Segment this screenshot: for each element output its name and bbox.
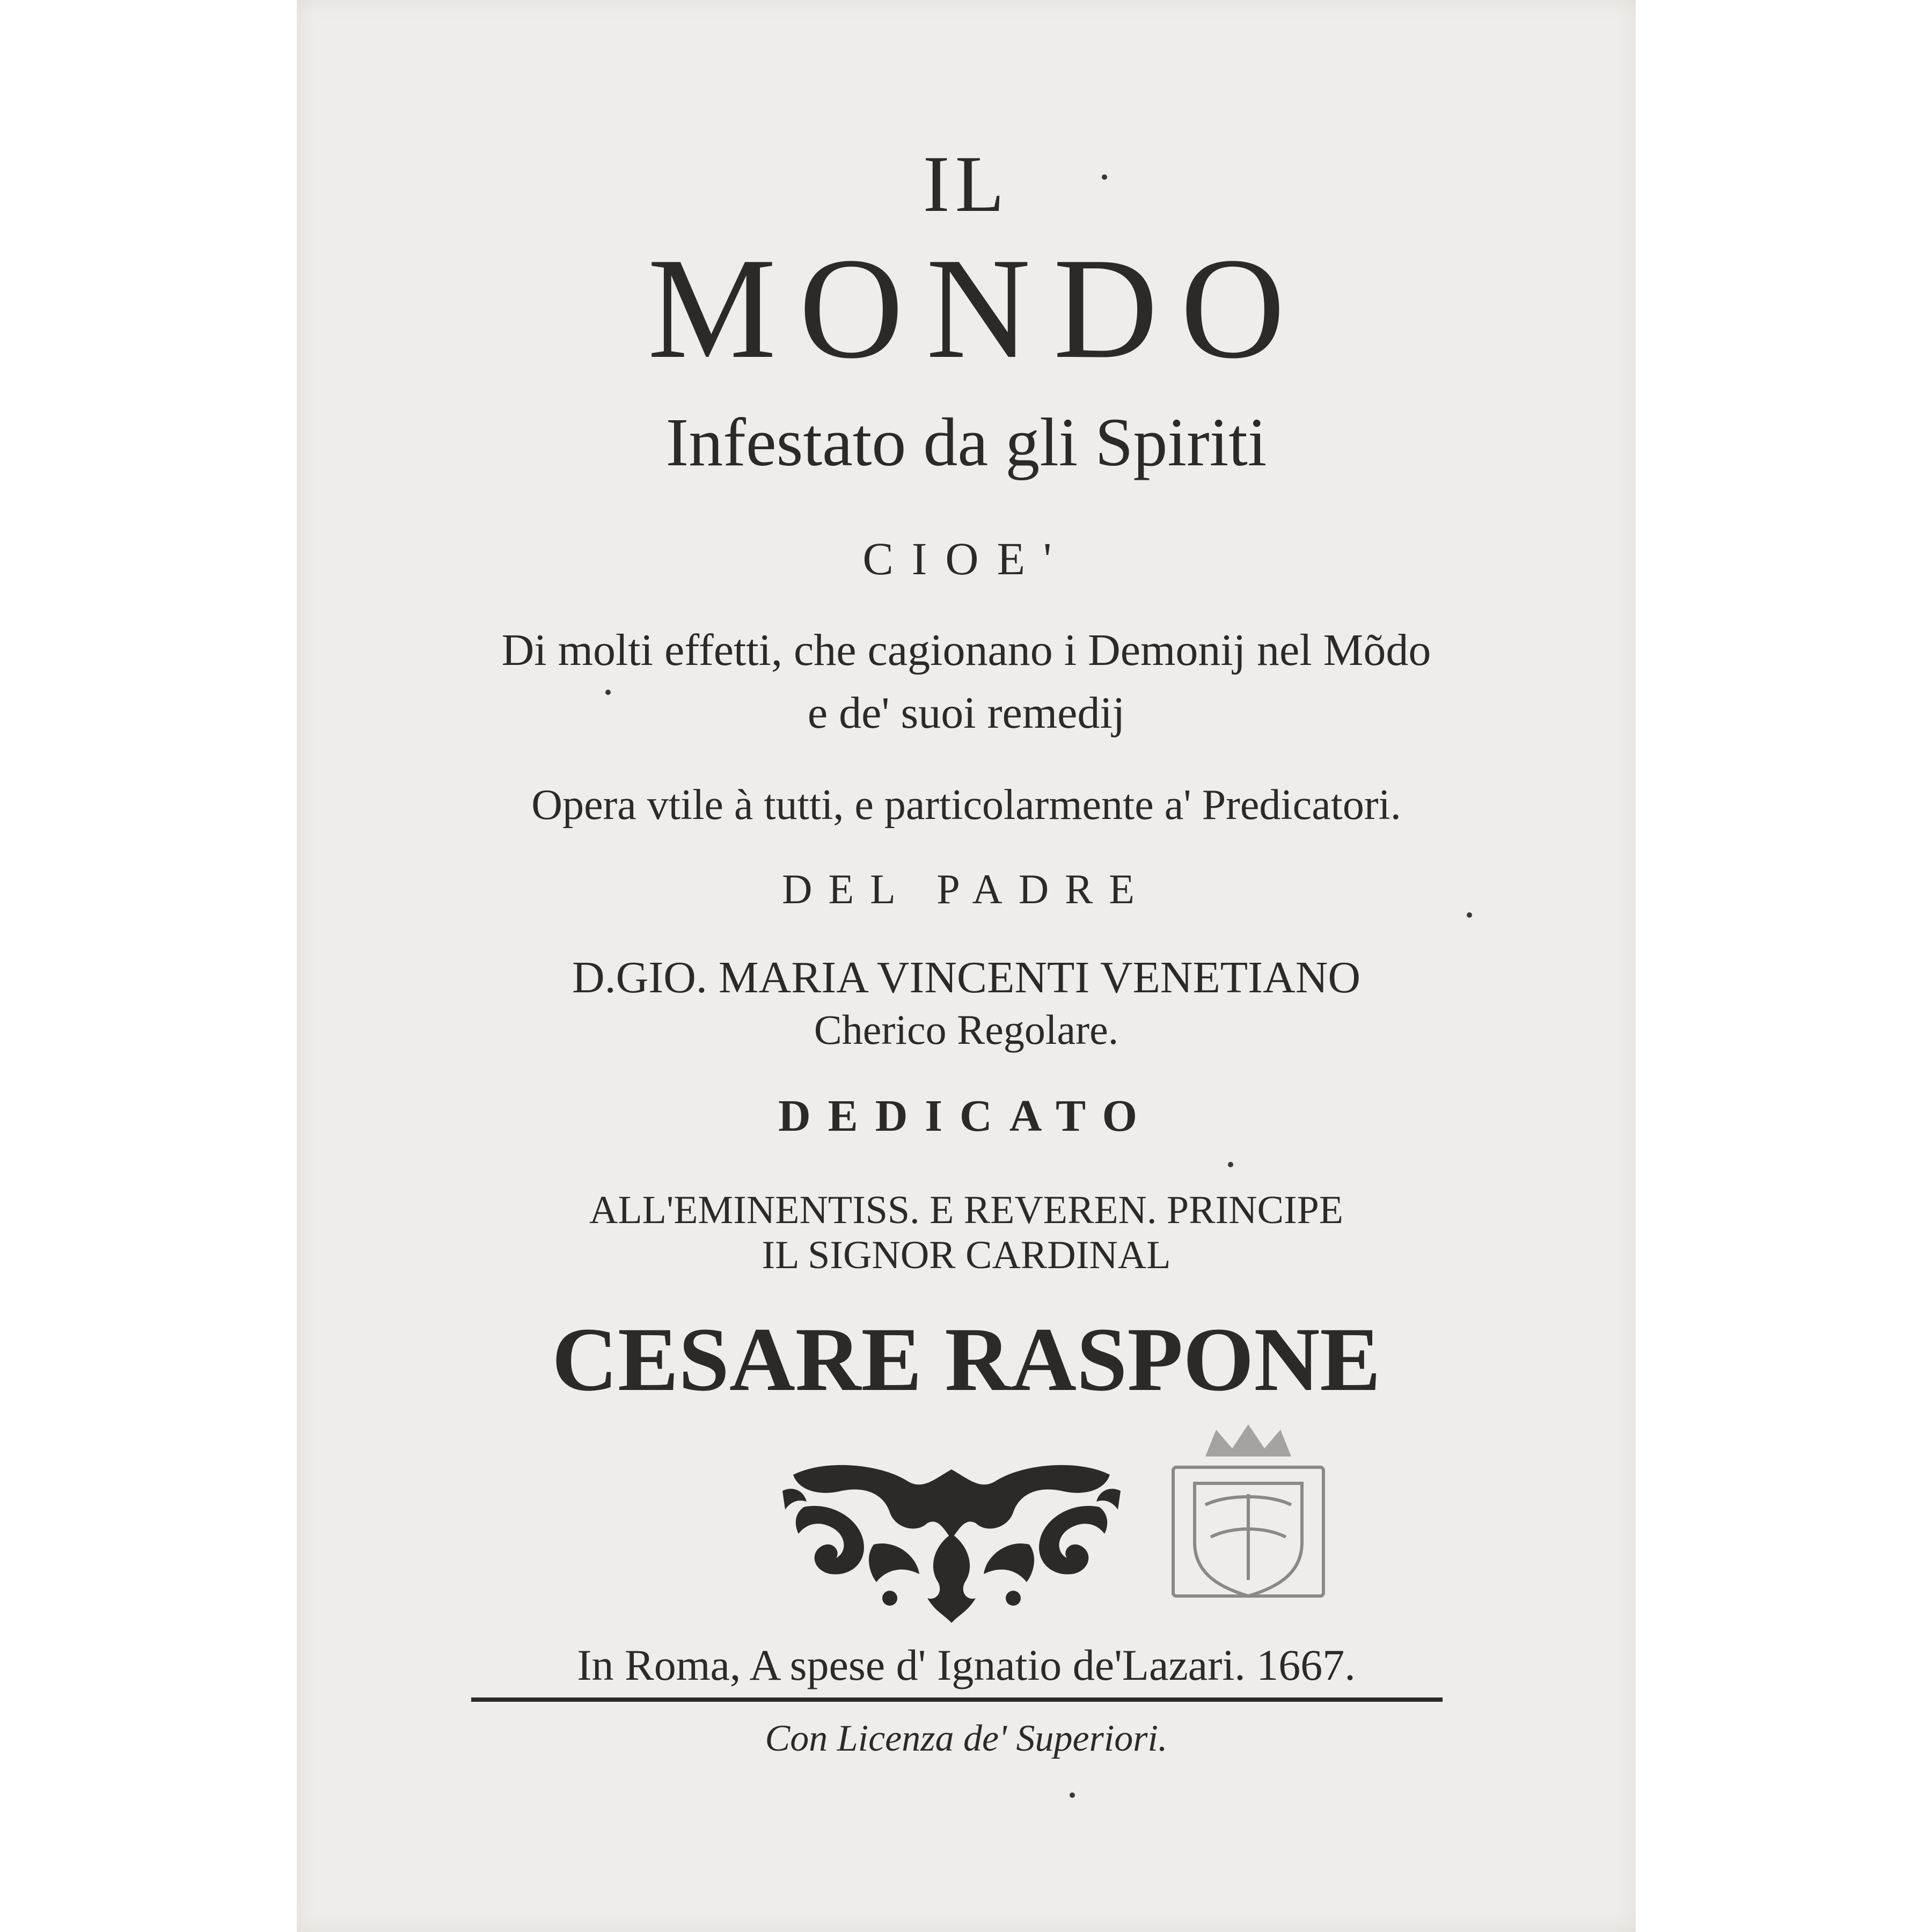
opera-line: Opera vtile à tutti, e particolarmente a' Predicatori.	[531, 781, 1401, 829]
crowned-coat-of-arms-stamp	[1157, 1419, 1340, 1607]
imprint-rule	[471, 1697, 1443, 1702]
floral-woodcut-ornament	[782, 1459, 1121, 1623]
ink-speck	[1467, 912, 1472, 918]
dedicatee-line-1: ALL'EMINENTISS. E REVEREN. PRINCIPE	[589, 1188, 1343, 1232]
title-page	[297, 0, 1636, 1932]
ink-speck	[1102, 174, 1107, 180]
ink-speck	[605, 690, 611, 695]
cioe-heading: CIOE'	[862, 533, 1070, 584]
author-title: Cherico Regolare.	[814, 1006, 1119, 1053]
del-padre-heading: DEL PADRE	[782, 866, 1151, 912]
imprint-line: In Roma, A spese d' Ignatio de'Lazari. 1667.	[577, 1641, 1356, 1689]
dedicatee-name: CESARE RASPONE	[552, 1309, 1381, 1410]
license-line: Con Licenza de' Superiori.	[765, 1718, 1168, 1759]
subtitle: Infestato da gli Spiriti	[665, 404, 1267, 480]
dedicato-heading: DEDICATO	[778, 1091, 1154, 1141]
author-name: D.GIO. MARIA VINCENTI VENETIANO	[572, 953, 1361, 1002]
dedicatee-line-2: IL SIGNOR CARDINAL	[762, 1233, 1171, 1277]
ink-speck	[1228, 1162, 1233, 1167]
title-mondo: MONDO	[647, 228, 1308, 389]
ink-speck	[1070, 1792, 1075, 1798]
description-line-2: e de' suoi remedij	[807, 688, 1125, 738]
description-line-1: Di molti effetti, che cagionano i Demonij nel Mõdo	[501, 625, 1431, 675]
title-il: IL	[923, 140, 1010, 229]
